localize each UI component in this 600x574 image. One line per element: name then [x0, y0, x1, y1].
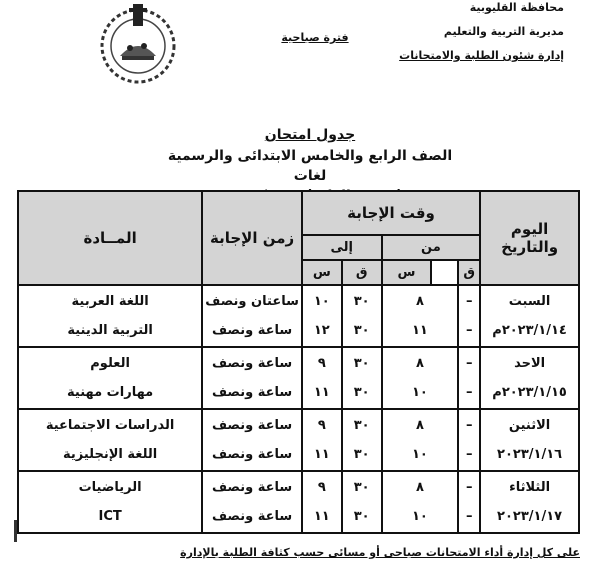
subject: الدراسات الاجتماعية: [45, 418, 175, 433]
to-hour: ٩: [317, 480, 326, 495]
day-name: الثلاثاء: [509, 480, 551, 495]
exam-date: ٢٠٢٣/١/١٥م: [492, 385, 567, 400]
from-minute: –: [465, 356, 473, 371]
to-hour: ١٠: [313, 294, 330, 309]
day-name: السبت: [508, 294, 551, 309]
to-minute: ٣٠: [353, 323, 370, 338]
to-minute: ٣٠: [353, 447, 370, 462]
from-minute: –: [465, 323, 473, 338]
to-minute: ٣٠: [353, 294, 370, 309]
grades-subtitle: الصف الرابع والخامس الابتدائى والرسمية لغات: [167, 148, 453, 184]
subject: العلوم: [90, 356, 130, 371]
directorate-name: مديرية التربية والتعليم: [443, 25, 564, 38]
from-minute: –: [465, 385, 473, 400]
from-hour: ١٠: [411, 509, 428, 524]
header-to: إلى: [302, 235, 382, 260]
header-from-hour: س: [382, 260, 432, 285]
from-hour: ٨: [415, 294, 424, 309]
from-minute: –: [465, 418, 473, 433]
to-hour: ١١: [313, 509, 330, 524]
day-name: الاحد: [514, 356, 546, 371]
duration: ساعة ونصف: [211, 480, 293, 495]
table-row: [18, 285, 579, 347]
subject: اللغة الإنجليزية: [62, 447, 158, 462]
department-name: إدارة شئون الطلبة والامتحانات: [399, 49, 564, 62]
table-row: [18, 347, 579, 409]
letterhead: [374, 2, 564, 74]
duration: ساعة ونصف: [211, 447, 293, 462]
to-hour: ١٢: [313, 323, 330, 338]
duration: ساعتان ونصف: [205, 294, 299, 309]
term-subtitle: ( نصف العام ) ٢٠٢٣/٢٠٢٢م: [217, 188, 403, 204]
to-minute: ٣٠: [353, 418, 370, 433]
header-duration: زمن الإجابة: [202, 191, 302, 285]
from-hour: ٨: [415, 480, 424, 495]
header-answer-time: وقت الإجابة: [302, 191, 480, 235]
subject: ICT: [98, 509, 122, 524]
to-hour: ١١: [313, 447, 330, 462]
subject: الرياضيات: [78, 480, 142, 495]
to-minute: ٣٠: [353, 509, 370, 524]
from-hour: ١١: [411, 323, 428, 338]
duration: ساعة ونصف: [211, 385, 293, 400]
subject: التربية الدينية: [67, 323, 153, 338]
scan-edge-mark: [14, 520, 17, 542]
header-subject: المــادة: [18, 191, 202, 285]
exam-date: ٢٠٢٣/١/١٦: [497, 447, 563, 462]
footer-note: على كل إدارة أداء الامتحانات صباحى أو مسائى حسب كثافة الطلبة بالإدارة: [180, 546, 580, 559]
header-to-minute: ق: [342, 260, 382, 285]
from-minute: –: [465, 509, 473, 524]
exam-schedule-table: [17, 190, 580, 534]
duration: ساعة ونصف: [211, 323, 293, 338]
exam-date: ٢٠٢٣/١/١٧: [497, 509, 563, 524]
ministry-emblem-icon: [92, 2, 184, 88]
duration: ساعة ونصف: [211, 509, 293, 524]
from-minute: –: [465, 294, 473, 309]
table-row: [18, 409, 579, 471]
to-minute: ٣٠: [353, 480, 370, 495]
header-day-date: اليوم والتاريخ: [480, 191, 579, 285]
header-from-minute: ق: [458, 260, 480, 285]
from-hour: ٨: [415, 356, 424, 371]
to-hour: ٩: [317, 418, 326, 433]
exam-date: ٢٠٢٣/١/١٤م: [492, 323, 567, 338]
table-row: [18, 471, 579, 533]
governorate-name: محافظة القليوبية: [469, 1, 564, 14]
from-minute: –: [465, 447, 473, 462]
duration: ساعة ونصف: [211, 418, 293, 433]
header-from: من: [382, 235, 481, 260]
to-hour: ٩: [317, 356, 326, 371]
from-hour: ٨: [415, 418, 424, 433]
from-hour: ١٠: [411, 385, 428, 400]
day-name: الاثنين: [508, 418, 551, 433]
header-to-hour: س: [302, 260, 342, 285]
schedule-title: جدول امتحان: [264, 127, 356, 143]
exam-period: فترة صباحية: [281, 31, 349, 44]
duration: ساعة ونصف: [211, 356, 293, 371]
header-blank-cell: [431, 260, 458, 285]
from-hour: ١٠: [411, 447, 428, 462]
to-minute: ٣٠: [353, 356, 370, 371]
from-minute: –: [465, 480, 473, 495]
to-hour: ١١: [313, 385, 330, 400]
to-minute: ٣٠: [353, 385, 370, 400]
subject: اللغة العربية: [71, 294, 149, 309]
subject: مهارات مهنية: [67, 385, 154, 400]
